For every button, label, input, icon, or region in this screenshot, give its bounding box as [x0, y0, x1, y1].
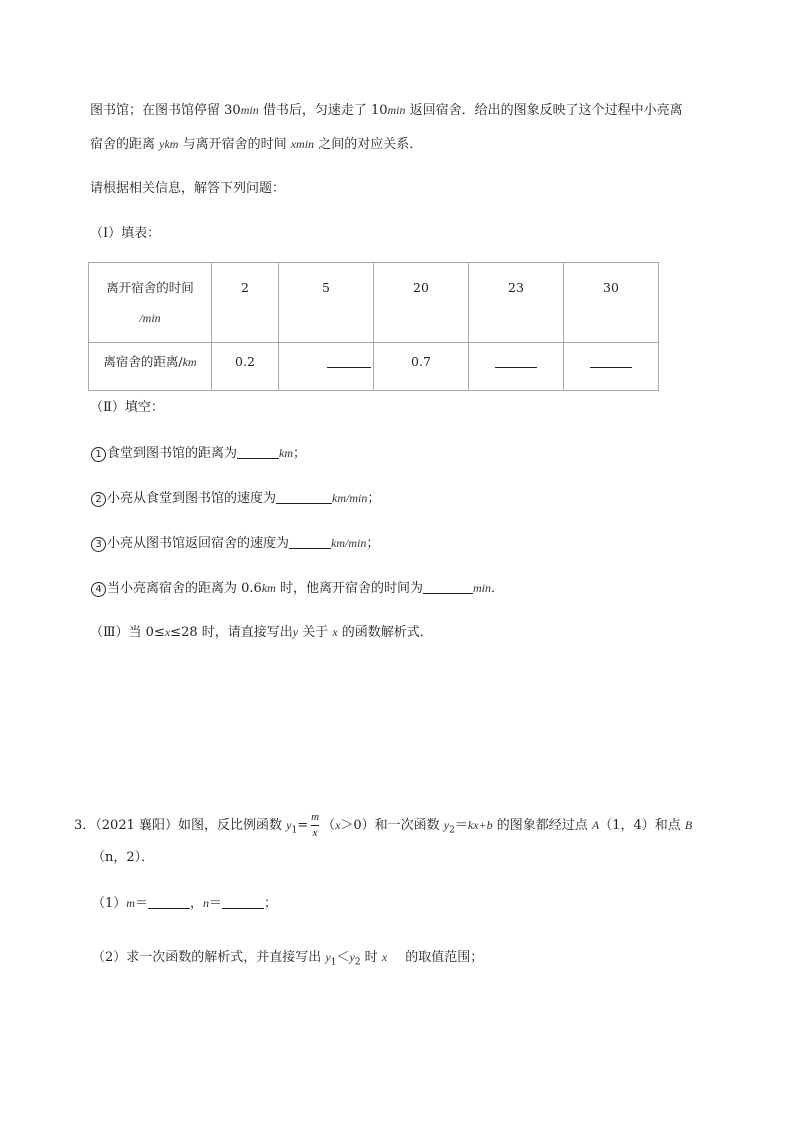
table-row-distances — [89, 343, 659, 391]
q-text: （1） — [92, 896, 127, 911]
unit: min — [472, 581, 491, 595]
distance-label — [89, 343, 211, 377]
answer-blank[interactable] — [148, 895, 190, 909]
text-line-1 — [90, 100, 683, 121]
table-cell — [212, 263, 279, 343]
cell-blank-wrap — [564, 343, 658, 377]
q-text: ； — [366, 536, 380, 551]
text-span: 与离开宿舍的时间 — [178, 137, 291, 152]
table-cell-blank[interactable] — [564, 343, 659, 391]
time-unit: /min — [139, 311, 161, 325]
part2-title: （Ⅱ）填空： — [90, 400, 164, 415]
var-m: m — [126, 896, 135, 910]
var-x: x — [335, 818, 341, 832]
time-label-text: 离开宿舍的时间 — [106, 280, 194, 295]
q-text: 食堂到图书馆的距离为 — [107, 446, 238, 461]
q-text: ； — [293, 446, 307, 461]
unit: km — [261, 581, 276, 595]
q-text: ， — [189, 896, 203, 911]
table-cell — [374, 343, 469, 391]
question-3-part1 — [92, 893, 277, 914]
cell-value: 2 — [241, 280, 249, 295]
q-text: 时 — [360, 950, 382, 965]
q-text: 的函数解析式． — [337, 625, 433, 640]
circled-number-1: 1 — [91, 447, 106, 462]
fraction-m-over-x — [311, 810, 319, 841]
var-y: y — [286, 818, 292, 832]
denominator: x — [312, 827, 318, 839]
var-y: y — [349, 950, 355, 964]
cell-value: 23 — [508, 280, 524, 295]
time-label — [89, 263, 211, 333]
question-3-stem — [74, 810, 692, 841]
point-A: A — [591, 818, 600, 832]
answer-blank[interactable] — [237, 445, 279, 459]
q-text: （Ⅲ）当 0≤ — [90, 625, 165, 640]
var-x: x — [332, 625, 338, 639]
question-4 — [91, 578, 504, 599]
q-text: （ — [322, 818, 336, 833]
instruction-line: 请根据相关信息，解答下列问题： — [90, 181, 286, 196]
table-cell — [212, 343, 279, 391]
cell-value: 0.2 — [235, 354, 255, 369]
fill-table — [88, 262, 659, 391]
var-xmin: xmin — [290, 137, 315, 151]
table-cell — [469, 263, 564, 343]
table-cell-blank[interactable] — [469, 343, 564, 391]
question-2 — [91, 488, 380, 509]
answer-blank[interactable] — [222, 895, 264, 909]
question-1 — [91, 443, 306, 464]
circled-number-3: 3 — [91, 537, 106, 552]
q-text: （1，4）和点 — [599, 818, 685, 833]
q-text: 小亮从食堂到图书馆的速度为 — [107, 491, 277, 506]
q-text: 的取值范围； — [401, 950, 484, 965]
equals: ＝ — [454, 818, 468, 833]
unit-min: min — [240, 103, 259, 117]
q-text: 时，他离开宿舍的时间为 — [275, 581, 423, 596]
circled-number-2: 2 — [91, 492, 106, 507]
cell-blank-wrap — [469, 343, 563, 377]
text-line-2 — [90, 134, 422, 155]
cell-blank-wrap — [279, 343, 373, 377]
table-header-time — [89, 263, 212, 343]
q-text: ． — [490, 581, 504, 596]
q-text: ； — [367, 491, 381, 506]
answer-blank[interactable] — [289, 535, 331, 549]
text-span: 图书馆；在图书馆停留 30 — [90, 103, 241, 118]
cell-value: 0.7 — [411, 354, 431, 369]
numerator: m — [311, 811, 320, 823]
answer-blank[interactable] — [590, 354, 632, 368]
distance-label-text: 离宿舍的距离/ — [103, 354, 183, 369]
table-cell — [374, 263, 469, 343]
answer-blank[interactable] — [423, 580, 473, 594]
subscript: 1 — [291, 825, 298, 836]
cell-value: 5 — [322, 280, 330, 295]
unit-min: min — [387, 103, 406, 117]
var-y: y — [443, 818, 450, 832]
part3-question — [90, 622, 433, 643]
cell-value: 30 — [603, 280, 619, 295]
text-span: 借书后，匀速走了 10 — [258, 103, 388, 118]
var-x: x — [164, 625, 171, 639]
expr-kxb: kx+b — [467, 818, 493, 832]
subscript: 1 — [330, 957, 337, 968]
q-text: ； — [264, 896, 278, 911]
question-3-part2 — [92, 947, 483, 973]
var-y: y — [325, 950, 331, 964]
var-n: n — [202, 896, 209, 910]
q-text: 的图象都经过点 — [492, 818, 592, 833]
text-span: 之间的对应关系． — [314, 137, 423, 152]
equals: = — [297, 818, 309, 833]
distance-unit: km — [182, 355, 197, 369]
answer-blank[interactable] — [276, 490, 332, 504]
part1-title: （Ⅰ）填表： — [90, 226, 161, 241]
text-span: 宿舍的距离 — [90, 137, 160, 152]
table-cell — [564, 263, 659, 343]
subscript: 2 — [354, 957, 361, 968]
var-y: y — [292, 625, 299, 639]
answer-blank[interactable] — [327, 354, 371, 368]
table-cell — [279, 263, 374, 343]
unit: km/min — [331, 536, 367, 550]
q-text: 小亮从图书馆返回宿舍的速度为 — [107, 536, 290, 551]
question-3-line2: （n，2）． — [92, 850, 155, 865]
less-than: ＜ — [336, 950, 350, 965]
equals: ＝ — [134, 896, 148, 911]
equals: ＝ — [208, 896, 222, 911]
q-text: 关于 — [298, 625, 333, 640]
q-text: 当小亮离宿舍的距离为 0.6 — [107, 581, 262, 596]
table-header-distance — [89, 343, 212, 391]
circled-number-4: 4 — [91, 582, 106, 597]
q-text: ≤28 时，请直接写出 — [170, 625, 293, 640]
unit: km/min — [332, 491, 368, 505]
subscript: 2 — [449, 825, 455, 836]
q-text: 3．（2021 襄阳）如图，反比例函数 — [74, 818, 287, 833]
text-span: 返回宿舍．给出的图象反映了这个过程中小亮离 — [405, 103, 683, 118]
table-cell-blank[interactable] — [279, 343, 374, 391]
table-row-times — [89, 263, 659, 343]
answer-blank[interactable] — [495, 354, 537, 368]
q-text: （2）求一次函数的解析式，并直接写出 — [92, 950, 326, 965]
var-ykm: ykm — [159, 137, 179, 151]
var-x: x — [381, 950, 388, 964]
cell-value: 20 — [413, 280, 429, 295]
unit: km — [279, 446, 294, 460]
q-text: ＞0）和一次函数 — [340, 818, 444, 833]
point-B: B — [684, 818, 693, 832]
question-3 — [91, 533, 379, 554]
